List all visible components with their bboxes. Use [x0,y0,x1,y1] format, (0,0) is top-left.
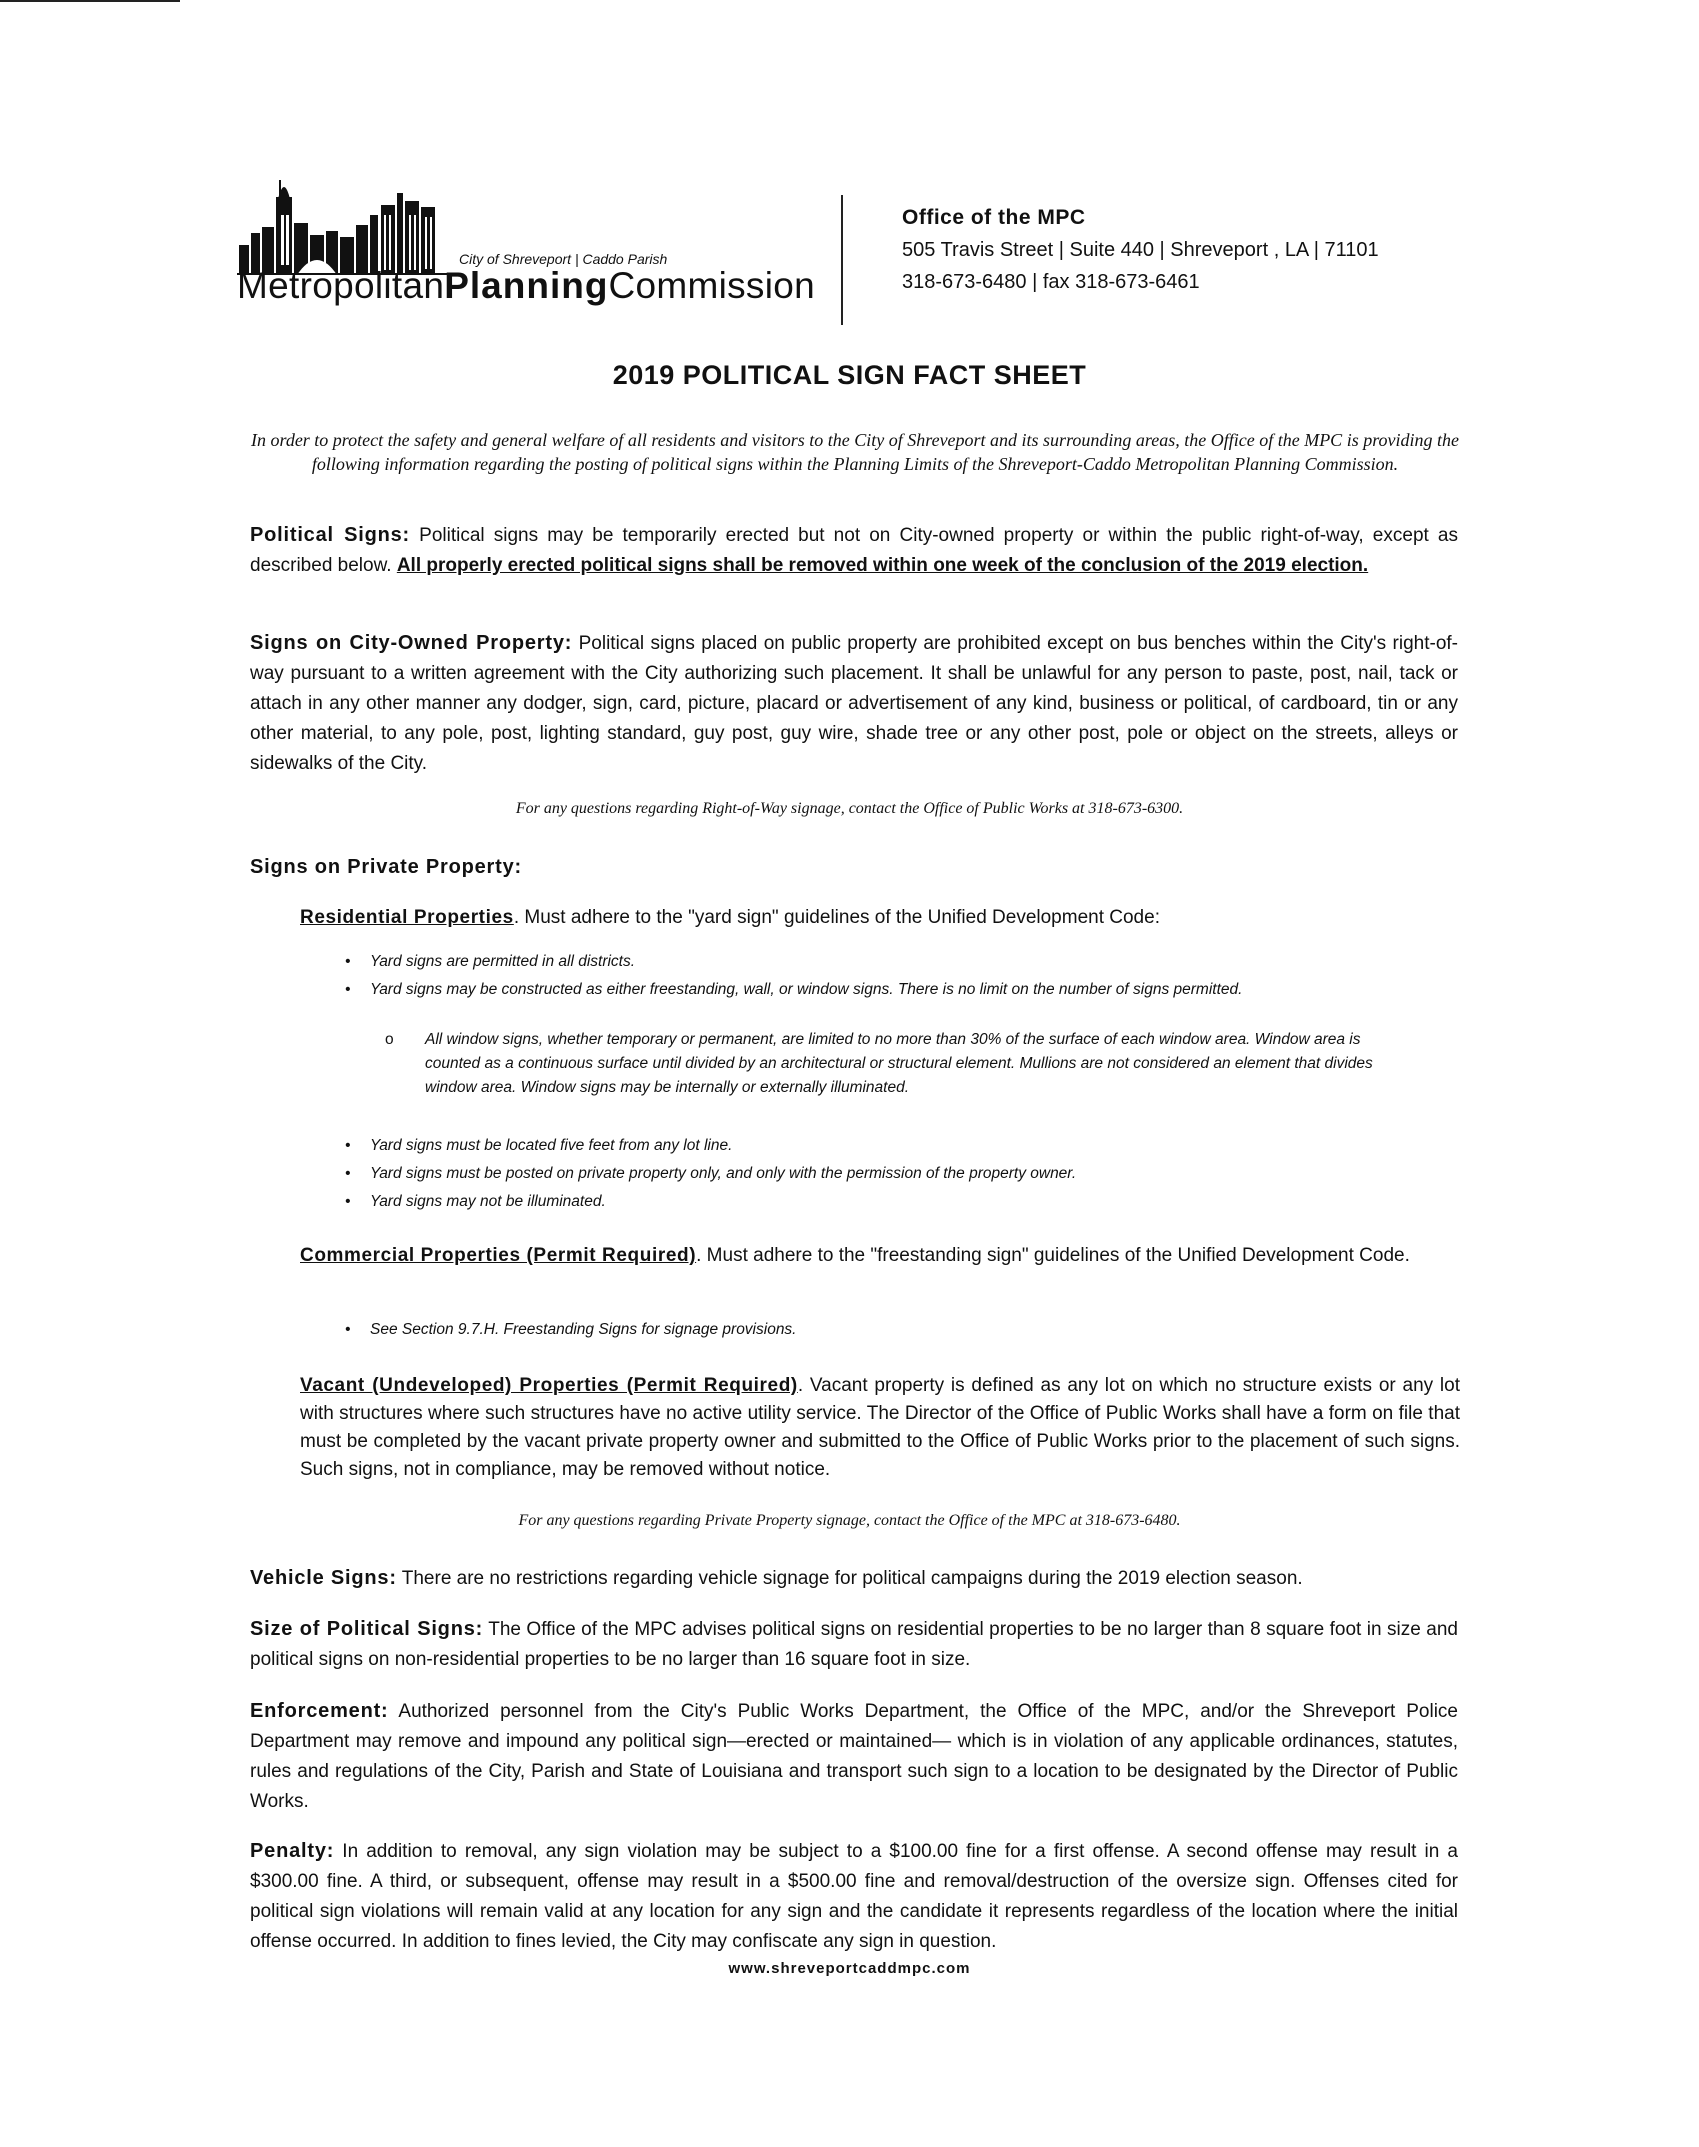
header-divider [841,195,843,325]
logo-subtitle: City of Shreveport | Caddo Parish [459,251,668,267]
political-signs-section [250,520,1458,581]
logo-name [237,267,815,304]
private-property-contact: For any questions regarding Private Property signage, contact the Office of the MPC at 318-673-6480. [518,1512,1181,1529]
vacant-text: . Vacant property is defined as any lot on which no structure exists or any lot with structures where such structures have no active utility service. The Director of the Office of Public Works shall have a form on file that must be completed by the vacant private property owner and submitted to the Office of Public Works prior to the placement of such signs. Such signs, not in compliance, may be removed without notice. [300,1375,1460,1480]
list-item: o All window signs, whether temporary or permanent, are limited to no more than 30% of the surface of each window area. Window area is counted as a continuous surface until divided by an architectural or structural element. Mullions are not considered an element that divides window area. Window signs may be internally or externally illuminated. [385,1031,1373,1096]
enforcement-section [250,1696,1458,1817]
residential-text: . Must adhere to the "yard sign" guidelines of the Unified Development Code: [513,907,1160,928]
political-signs-label: Political Signs: [250,524,411,546]
commercial-section [300,1242,1460,1270]
enforcement-label: Enforcement: [250,1700,389,1722]
scan-edge-mark [0,0,180,2]
commercial-label: Commercial Properties (Permit Required) [300,1245,697,1266]
office-phone: 318-673-6480 | fax 318-673-6461 [902,271,1200,293]
list-item: • Yard signs are permitted in all districts. [345,953,636,970]
vehicle-signs-text: There are no restrictions regarding vehicle signage for political campaigns during the 2019 election season. [396,1568,1303,1589]
private-property-heading [250,852,1458,883]
page-title: 2019 POLITICAL SIGN FACT SHEET [612,360,1087,390]
office-address: 505 Travis Street | Suite 440 | Shreveport , LA | 71101 [902,239,1379,261]
skyline-icon [237,175,452,275]
list-item: • See Section 9.7.H. Freestanding Signs for signage provisions. [345,1321,797,1338]
penalty-text: In addition to removal, any sign violation may be subject to a $100.00 fine for a first offense. A second offense may result in a $300.00 fine. A third, or subsequent, offense may result in a $500.00 fine and removal/destruction of the oversize sign. Offenses cited for political sign violations will remain valid at any location for any sign and the candidate it represents regardless of the location where the initial offense occurred. In addition to fines levied, the City may confiscate any sign in question. [250,1841,1458,1952]
size-label: Size of Political Signs: [250,1618,484,1640]
mpc-logo [237,175,815,315]
political-signs-text: Political signs may be temporarily erected but not on City-owned property or within the public right-of-way, except as described below. [250,525,1458,576]
size-section [250,1614,1458,1675]
office-contact-block [902,202,1379,298]
list-item: • Yard signs may be constructed as either freestanding, wall, or window signs. There is no limit on the number of signs permitted. [345,981,1243,998]
right-of-way-contact: For any questions regarding Right-of-Way signage, contact the Office of Public Works at 318-673-6300. [515,800,1184,817]
city-owned-label: Signs on City-Owned Property: [250,632,573,654]
office-title: Office of the MPC [902,206,1086,229]
list-item: • Yard signs must be located five feet from any lot line. [345,1137,733,1154]
vacant-label: Vacant (Undeveloped) Properties (Permit Required) [300,1375,798,1396]
residential-section [300,904,1460,932]
commercial-text: . Must adhere to the "freestanding sign" guidelines of the Unified Development Code. [696,1245,1410,1266]
political-signs-emphasis: All properly erected political signs shall be removed within one week of the conclusion of the 2019 election. [396,555,1369,576]
penalty-section [250,1836,1458,1957]
vehicle-signs-section [250,1563,1458,1594]
city-owned-section [250,628,1458,779]
residential-label: Residential Properties [300,907,514,928]
logo-name-part1: Metropolitan [237,265,445,306]
city-owned-text: Political signs placed on public property are prohibited except on bus benches within the City's right-of-way pursuant to a written agreement with the City authorizing such placement. It shall be unlawful for any person to paste, post, nail, tack or attach in any other manner any dodger, sign, card, picture, placard or advertisement of any kind, business or political, of cardboard, tin or any other material, to any pole, post, lighting standard, guy post, guy wire, shade tree or any other post, pole or object on the streets, alleys or sidewalks of the City. [250,633,1458,774]
list-item: • Yard signs may not be illuminated. [345,1193,606,1210]
private-property-label: Signs on Private Property: [250,856,522,878]
logo-name-part3: Commission [608,265,815,306]
vacant-section [300,1372,1460,1484]
size-text: The Office of the MPC advises political signs on residential properties to be no larger than 8 square foot in size and political signs on non-residential properties to be no larger than 16 square foot in size. [250,1619,1458,1670]
penalty-label: Penalty: [250,1840,335,1862]
logo-name-part2: Planning [444,265,609,306]
vehicle-signs-label: Vehicle Signs: [250,1567,397,1589]
website-link[interactable]: www.shreveportcaddmpc.com [728,1960,971,1977]
intro-text: In order to protect the safety and general welfare of all residents and visitors to the City of Shreveport and its surrounding areas, the Office of the MPC is providing the following information regarding the posting of political signs within the Planning Limits of the Shreveport-Caddo Metropolitan Planning Commission. [250,430,1460,474]
enforcement-text: Authorized personnel from the City's Public Works Department, the Office of the MPC, and/or the Shreveport Police Department may remove and impound any political sign—erected or maintained— which is in violation of any applicable ordinances, statutes, rules and regulations of the City, Parish and State of Louisiana and transport such sign to a location to be designated by the Director of Public Works. [250,1701,1458,1812]
list-item: • Yard signs must be posted on private property only, and only with the permission of the property owner. [345,1165,1077,1182]
